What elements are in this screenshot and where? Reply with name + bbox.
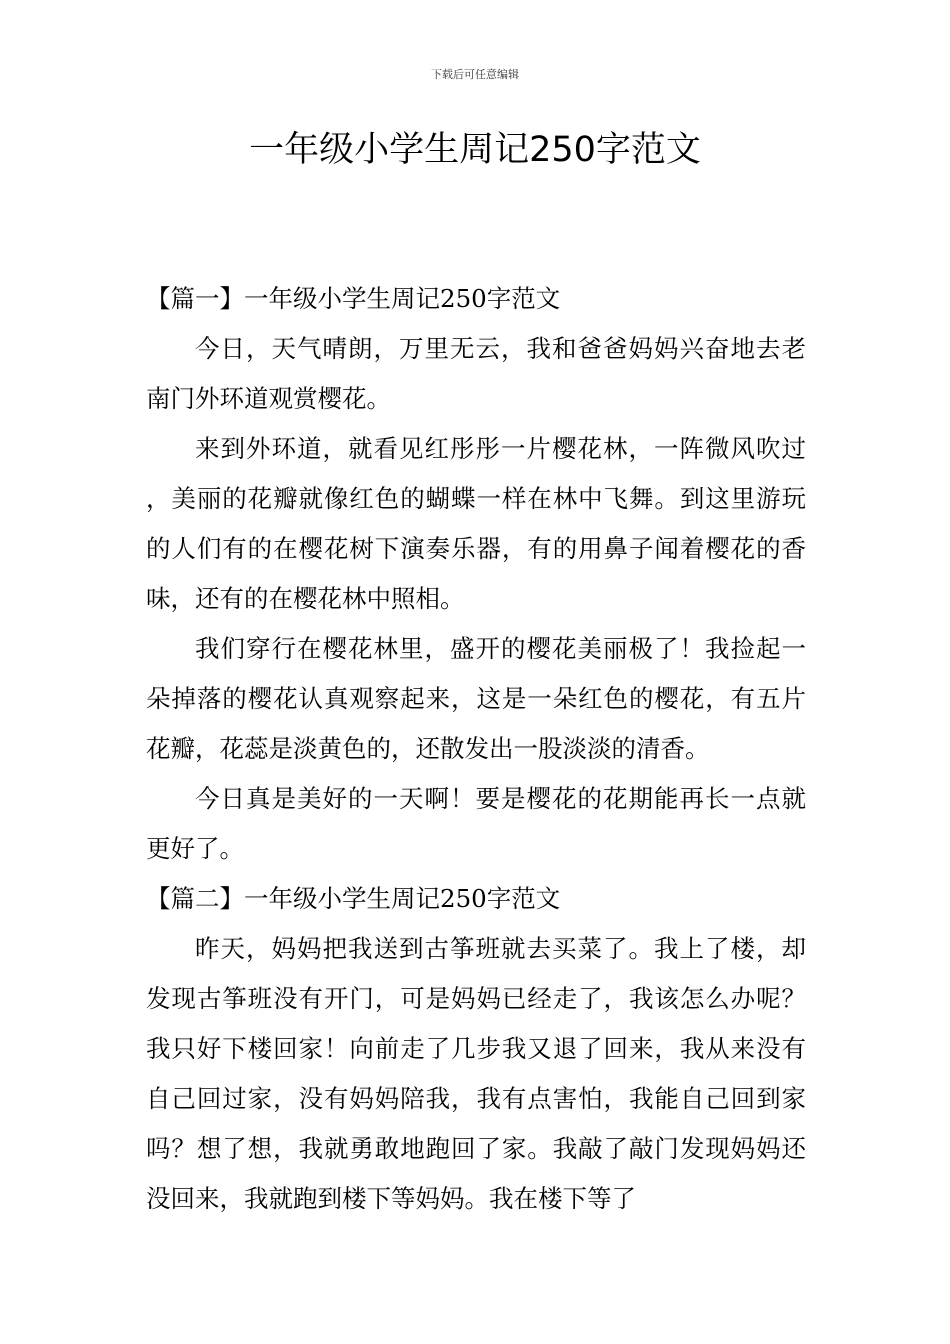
header-note: 下载后可任意编辑 — [431, 68, 519, 81]
paragraph: 今日，天气晴朗，万里无云，我和爸爸妈妈兴奋地去老南门外环道观赏樱花。 — [146, 334, 806, 413]
paragraph: 昨天，妈妈把我送到古筝班就去买菜了。我上了楼，却发现古筝班没有开门，可是妈妈已经走了，我该怎么办呢？我只好下楼回家！向前走了几步我又退了回来，我从来没有自己回过家，没有妈妈陪我，我有点害怕，我能自己回到家吗？想了想，我就勇敢地跑回了家。我敲了敲门发现妈妈还没回来，我就跑到楼下等妈妈。我在楼下等了 — [146, 934, 806, 1213]
section-2 — [146, 874, 806, 1224]
section-1 — [146, 274, 806, 874]
document-title: 一年级小学生周记250字范文 — [249, 130, 701, 170]
document-body — [146, 274, 806, 1224]
paragraph: 今日真是美好的一天啊！要是樱花的花期能再长一点就更好了。 — [146, 784, 806, 863]
section-heading: 【篇一】一年级小学生周记250字范文 — [146, 284, 561, 313]
paragraph: 我们穿行在樱花林里，盛开的樱花美丽极了！我捡起一朵掉落的樱花认真观察起来，这是一朵红色的樱花，有五片花瓣，花蕊是淡黄色的，还散发出一股淡淡的清香。 — [146, 634, 806, 763]
section-heading: 【篇二】一年级小学生周记250字范文 — [146, 884, 561, 913]
paragraph: 来到外环道，就看见红彤彤一片樱花林，一阵微风吹过，美丽的花瓣就像红色的蝴蝶一样在林中飞舞。到这里游玩的人们有的在樱花树下演奏乐器，有的用鼻子闻着樱花的香味，还有的在樱花林中照相。 — [146, 434, 806, 613]
